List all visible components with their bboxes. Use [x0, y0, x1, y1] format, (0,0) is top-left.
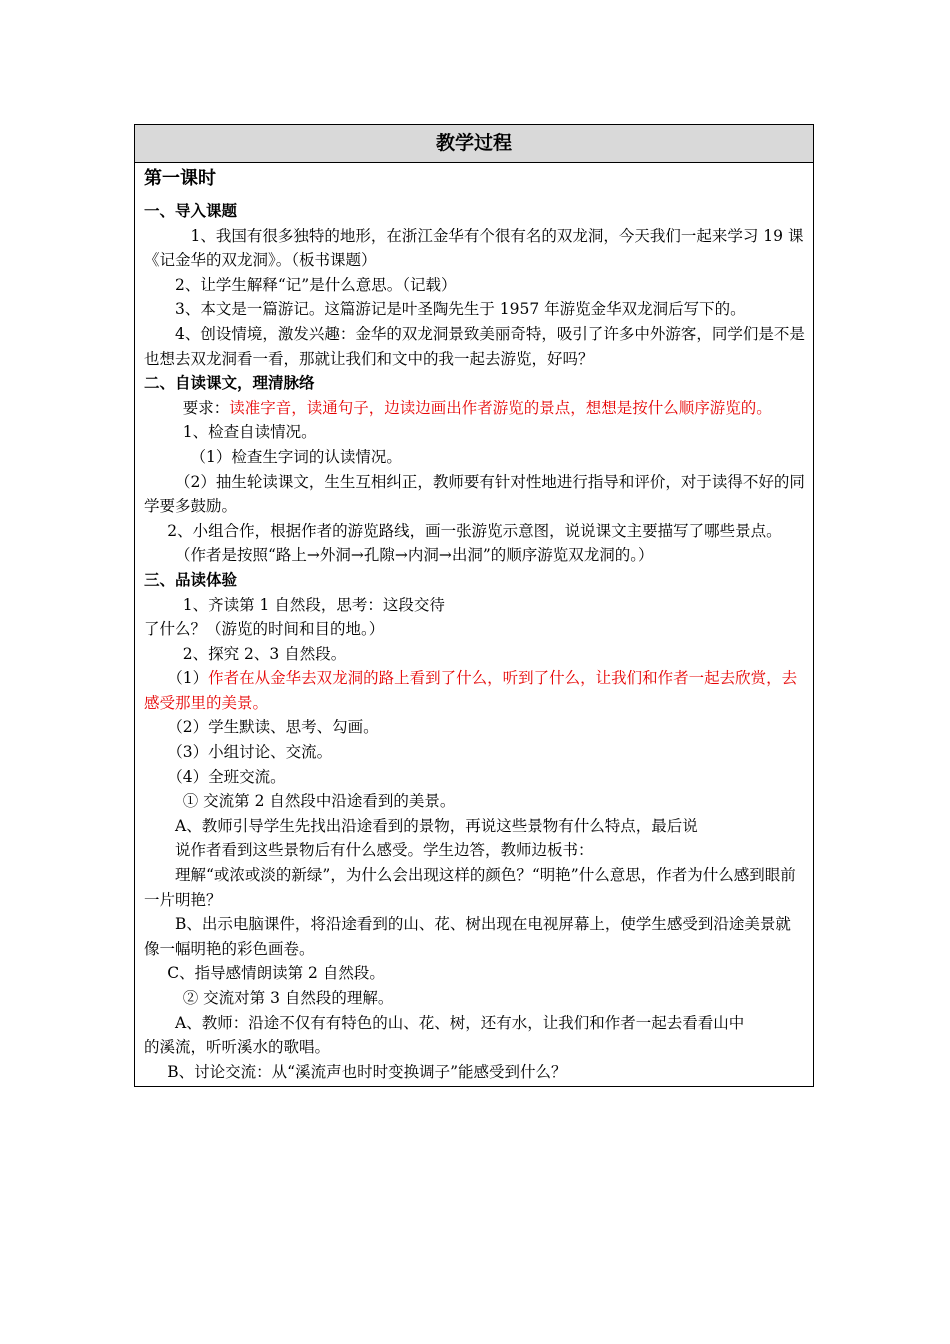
s3-question-1	[144, 666, 805, 715]
s1-paragraph-3: 3、本文是一篇游记。这篇游记是叶圣陶先生于 1957 年游览金华双龙洞后写下的。	[175, 300, 746, 319]
s2-requirement-text: 读准字音，读通句子，边读边画出作者游览的景点，想想是按什么顺序游览的。	[229, 398, 772, 417]
s3-b2: B、讨论交流：从“溪流声也时时变换调子”能感受到什么？	[167, 1062, 567, 1081]
table-header	[135, 125, 813, 163]
lesson-title: 第一课时	[144, 168, 216, 189]
s3-a1-line-b: 说作者看到这些景物后有什么感受。学生边答，教师边板书：	[175, 841, 594, 860]
section-1-title: 一、导入课题	[144, 202, 238, 220]
s3-a2-line-b: 的溪流，听听溪水的歌唱。	[144, 1038, 331, 1057]
s3-a1-line-c: 理解“或浓或淡的新绿”，为什么会出现这样的颜色？“明艳”什么意思，作者为什么感到眼前一片明艳？	[144, 866, 796, 909]
s2-paragraph-3: （2）抽生轮读课文，生生互相纠正，教师要有针对性地进行指导和评价，对于读得不好的同学要多鼓励。	[144, 472, 805, 516]
s3-question-3: （3）小组讨论、交流。	[167, 743, 333, 762]
section-2-title: 二、自读课文，理清脉络	[144, 374, 315, 393]
s2-paragraph-1: 1、检查自读情况。	[182, 423, 317, 442]
s2-requirement	[144, 396, 805, 421]
s3-question-1-text: 作者在从金华去双龙洞的路上看到了什么，听到了什么，让我们和作者一起去欣赏，去感受那里的美景。	[144, 669, 798, 712]
s2-paragraph-5: （作者是按照“路上→外洞→孔隙→内洞→出洞”的顺序游览双龙洞的。）	[175, 546, 654, 565]
s3-question-4: （4）全班交流。	[167, 767, 286, 786]
s3-paragraph-1b: 了什么？（游览的时间和目的地。）	[144, 620, 385, 639]
lesson-plan-table	[134, 124, 814, 1087]
s3-circle-1: ① 交流第 2 自然段中沿途看到的美景。	[182, 792, 456, 811]
section-3-title: 三、品读体验	[144, 570, 238, 589]
s3-question-2: （2）学生默读、思考、勾画。	[167, 718, 379, 737]
s2-requirement-label: 要求：	[182, 398, 230, 417]
s3-circle-2: ② 交流对第 3 自然段的理解。	[182, 989, 394, 1007]
s3-b1: B、出示电脑课件，将沿途看到的山、花、树出现在电视屏幕上，使学生感受到沿途美景就像一幅明艳的彩色画卷。	[144, 915, 791, 958]
s1-paragraph-4: 4、创设情境，激发兴趣：金华的双龙洞景致美丽奇特，吸引了许多中外游客，同学们是不是也想去双龙洞看一看，那就让我们和文中的我一起去游览，好吗？	[144, 324, 805, 368]
s3-a2-line-a: A、教师：沿途不仅有有特色的山、花、树，还有水，让我们和作者一起去看看山中	[175, 1013, 745, 1032]
s3-question-1-label: （1）	[167, 669, 209, 688]
s2-paragraph-4: 2、小组合作，根据作者的游览路线，画一张游览示意图，说说课文主要描写了哪些景点。	[167, 521, 782, 540]
s2-paragraph-2: （1）检查生字词的认读情况。	[190, 447, 402, 466]
header-title: 教学过程	[435, 132, 512, 154]
s1-paragraph-1: 1、我国有很多独特的地形，在浙江金华有个很有名的双龙洞，今天我们一起来学习 19 课《记金华的双龙洞》。（板书课题）	[144, 226, 804, 270]
s3-a1-line-a: A、教师引导学生先找出沿途看到的景物，再说这些景物有什么特点，最后说	[175, 816, 698, 835]
s1-paragraph-2: 2、让学生解释“记”是什么意思。（记载）	[175, 275, 457, 294]
s3-paragraph-2: 2、探究 2、3 自然段。	[182, 644, 347, 663]
s3-c1b: C、指导感情朗读第 2 自然段。	[167, 964, 385, 983]
table-body	[135, 164, 813, 1086]
s3-paragraph-1a: 1、齐读第 1 自然段，思考：这段交待	[182, 595, 445, 614]
